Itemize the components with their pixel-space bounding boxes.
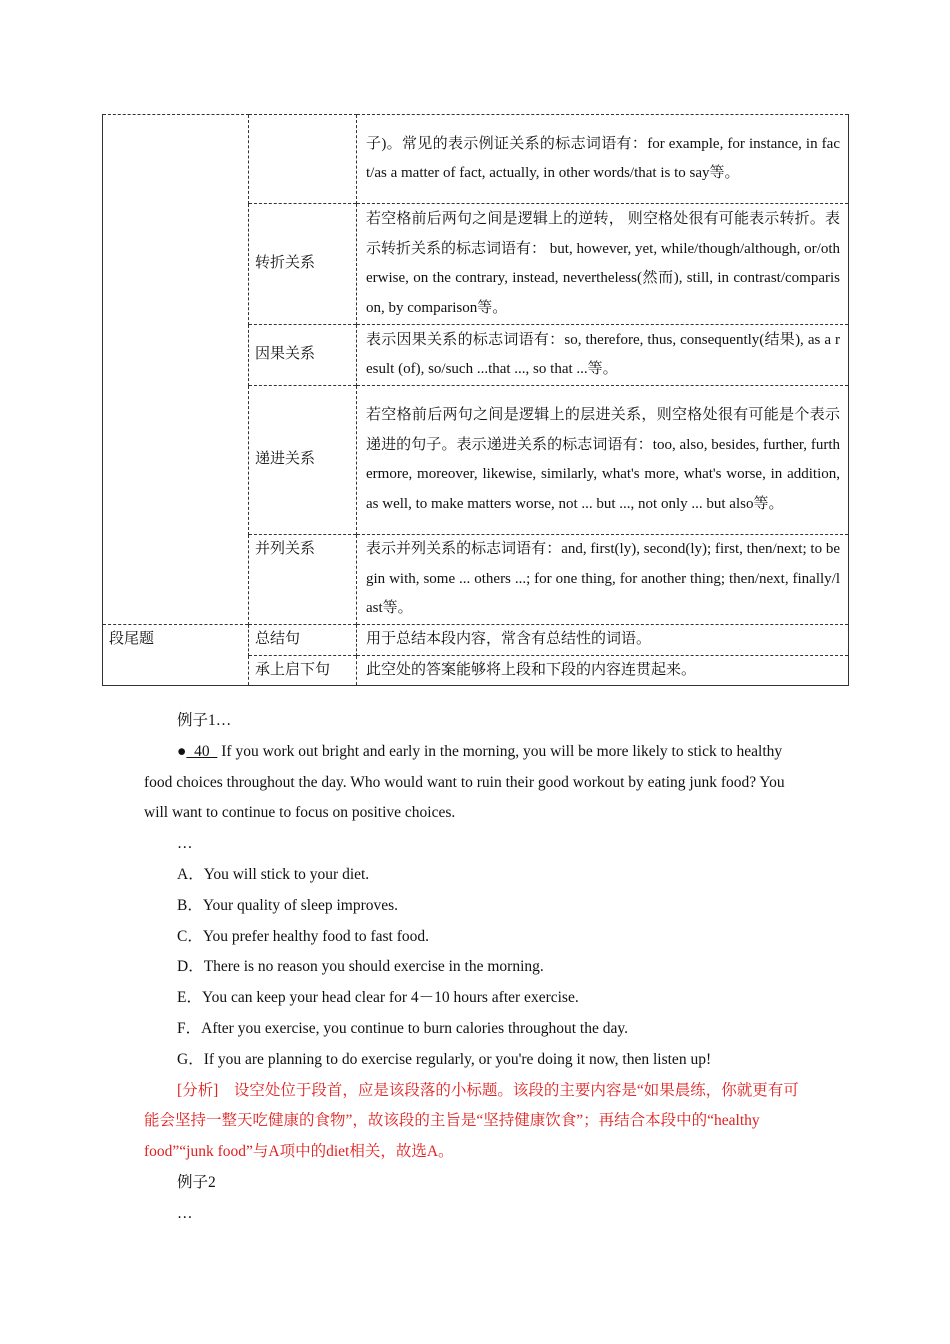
table-row <box>103 386 849 535</box>
passage-text: If you work out bright and early in the morning, you will be more likely to stick to healthy food choices throughout the day. Who would want to ruin their good workout by eating junk food? You will want to continue to focus on positive choices. <box>144 742 785 822</box>
section-cell: 段尾题 <box>103 625 249 686</box>
description-cell: 表示并列关系的标志词语有：and, first(ly), second(ly); first, then/next; to begin with, some ... others ...; for one thing, for another thing; then/next, finally/last等。 <box>357 535 849 625</box>
relation-cell: 因果关系 <box>249 325 357 386</box>
option-b: B．Your quality of sleep improves. <box>177 896 399 914</box>
description-cell: 子)。常见的表示例证关系的标志词语有：for example, for instance, in fact/as a matter of fact, actually, in other words/that is to say等。 <box>357 115 849 204</box>
section-cell <box>103 115 249 204</box>
description-cell: 表示因果关系的标志词语有：so, therefore, thus, consequently(结果), as a result (of), so/such ...that ..., so that ...等。 <box>357 325 849 386</box>
table-row <box>103 535 849 625</box>
table-row <box>103 204 849 325</box>
table-row <box>103 325 849 386</box>
section-cell <box>103 325 249 386</box>
section-cell <box>103 535 249 625</box>
table-row <box>103 115 849 204</box>
answer-blank: 40 <box>186 742 218 760</box>
description-cell: 此空处的答案能够将上段和下段的内容连贯起来。 <box>357 655 849 686</box>
relation-cell: 递进关系 <box>249 386 357 535</box>
option-g: G．If you are planning to do exercise regularly, or you're doing it now, then listen up! <box>177 1050 712 1068</box>
description-cell: 用于总结本段内容，常含有总结性的词语。 <box>357 625 849 656</box>
option-c: C．You prefer healthy food to fast food. <box>177 927 429 945</box>
ellipsis: … <box>177 835 193 853</box>
option-d: D．There is no reason you should exercise in the morning. <box>177 958 544 976</box>
question-type-table <box>102 114 849 686</box>
option-a: A．You will stick to your diet. <box>177 865 370 883</box>
example-2-heading: 例子2 <box>177 1173 216 1191</box>
table-row <box>103 625 849 656</box>
relation-cell: 承上启下句 <box>249 655 357 686</box>
example-section <box>144 706 808 1230</box>
relation-cell: 并列关系 <box>249 535 357 625</box>
section-cell <box>103 204 249 325</box>
ellipsis: … <box>177 1204 193 1222</box>
example-1-heading: 例子1… <box>177 712 232 729</box>
relation-cell: 总结句 <box>249 625 357 656</box>
relation-cell: 转折关系 <box>249 204 357 325</box>
relation-cell <box>249 115 357 204</box>
analysis-text: [分析] 设空处位于段首，应是该段落的小标题。该段的主要内容是“如果晨练，你就更有可能会坚持一整天吃健康的食物”，故该段的主旨是“坚持健康饮食”；再结合本段中的“healthy food”“junk food”与A项中的diet相关，故选A。 <box>144 1081 799 1161</box>
example-1-passage <box>144 737 808 829</box>
description-cell: 若空格前后两句之间是逻辑上的层进关系，则空格处很有可能是个表示递进的句子。表示递进关系的标志词语有：too, also, besides, further, furthermore, moreover, likewise, similarly, what's more, what's worse, in addition, as well, to make matters worse, not ... but ..., not only ... but also等。 <box>357 386 849 535</box>
option-f: F．After you exercise, you continue to burn calories throughout the day. <box>177 1019 628 1037</box>
bullet: ● <box>177 742 187 760</box>
section-cell <box>103 386 249 535</box>
option-e: E．You can keep your head clear for 4－10 hours after exercise. <box>177 989 579 1007</box>
description-cell: 若空格前后两句之间是逻辑上的逆转， 则空格处很有可能表示转折。表示转折关系的标志词语有： but, however, yet, while/though/although, or/otherwise, on the contrary, instead, nevertheless(然而), still, in contrast/comparison, by comparison等。 <box>357 204 849 325</box>
